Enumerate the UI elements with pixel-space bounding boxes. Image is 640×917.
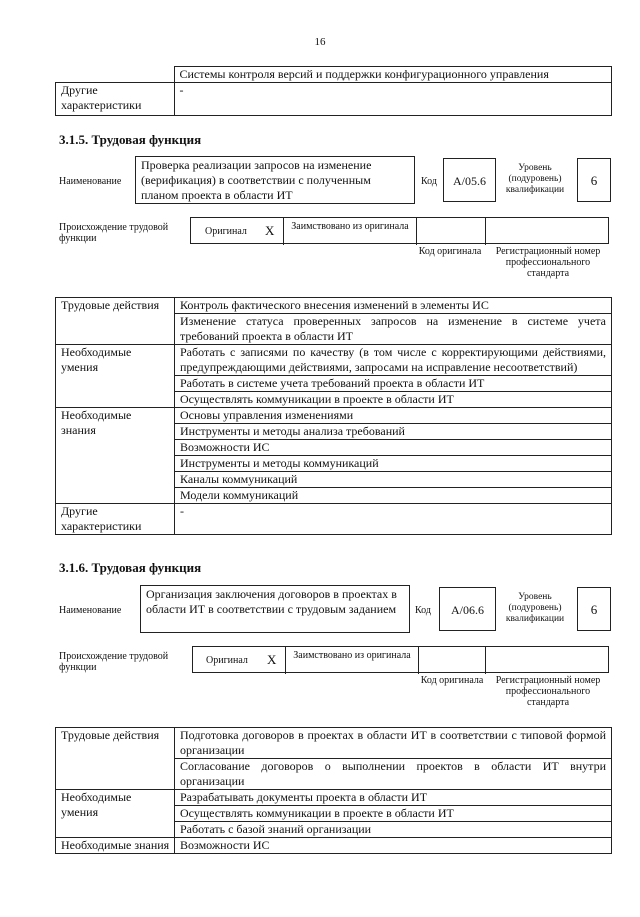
table-cell: Инструменты и методы коммуникаций	[175, 456, 612, 472]
borrowed-label: Заимствовано из оригинала	[293, 650, 411, 661]
table-row	[56, 83, 612, 116]
table-cell: Инструменты и методы анализа требований	[175, 424, 612, 440]
name-label: Наименование	[59, 176, 122, 187]
table-cell: Системы контроля версий и поддержки конфигурационного управления	[174, 67, 612, 83]
code-original-label: Код оригинала	[418, 246, 482, 257]
function-name: Проверка реализации запросов на изменение (верификация) в соответствии с полученным планом проекта в области ИТ	[135, 156, 415, 204]
labor-actions-label: Трудовые действия	[56, 728, 175, 790]
section-title: 3.1.6. Трудовая функция	[59, 560, 202, 575]
other-value: -	[175, 504, 612, 535]
table-cell: Согласование договоров о выполнении проектов в области ИТ внутри организации	[175, 759, 612, 790]
skills-label: Необходимые умения	[56, 345, 175, 408]
original-label: Оригинал	[206, 655, 248, 666]
page-number: 16	[314, 36, 326, 48]
table-cell: Осуществлять коммуникации в проекте в области ИТ	[175, 806, 612, 822]
original-mark: X	[267, 652, 277, 667]
table-row	[56, 504, 612, 535]
table-row	[56, 838, 612, 854]
reg-number-label: Регистрационный номер профессионального стандарта	[495, 246, 601, 279]
code-label: Код	[415, 605, 431, 616]
divider	[485, 218, 486, 245]
section-title: 3.1.5. Трудовая функция	[59, 132, 202, 147]
table-cell: Каналы коммуникаций	[175, 472, 612, 488]
table-cell: Подготовка договоров в проектах в области ИТ в соответствии с типовой формой организации	[175, 728, 612, 759]
function-name: Организация заключения договоров в проектах в области ИТ в соответствии с трудовым заданием	[140, 585, 410, 633]
table-cell: Возможности ИС	[175, 838, 612, 854]
table-cell: Осуществлять коммуникации в проекте в области ИТ	[175, 392, 612, 408]
origin-row	[192, 646, 609, 673]
function-details-table	[55, 297, 612, 535]
table-row	[56, 728, 612, 759]
original-label: Оригинал	[205, 226, 247, 237]
function-level: 6	[577, 587, 611, 631]
function-details-table	[55, 727, 612, 854]
level-label: Уровень (подуровень) квалификации	[505, 163, 565, 195]
top-continuation-table	[55, 66, 612, 116]
reg-number-label: Регистрационный номер профессионального стандарта	[495, 675, 601, 708]
table-row	[56, 408, 612, 424]
table-cell: Разрабатывать документы проекта в области ИТ	[175, 790, 612, 806]
knowledge-label: Необходимые знания	[56, 408, 175, 504]
level-label: Уровень (подуровень) квалификации	[505, 592, 565, 624]
code-original-label: Код оригинала	[420, 675, 484, 686]
other-value: -	[174, 83, 612, 116]
table-row	[56, 298, 612, 314]
table-cell: Контроль фактического внесения изменений в элементы ИС	[175, 298, 612, 314]
labor-actions-label: Трудовые действия	[56, 298, 175, 345]
function-code: A/06.6	[439, 587, 496, 631]
origin-label: Происхождение трудовой функции	[59, 222, 169, 244]
divider	[418, 647, 419, 674]
function-level: 6	[577, 158, 611, 202]
other-label: Другие характеристики	[56, 504, 175, 535]
divider	[285, 647, 286, 674]
divider	[416, 218, 417, 245]
table-cell: Работать с записями по качеству (в том числе с корректирующими действиями, предупреждающими действиями, запросами на исправление несоответствий)	[175, 345, 612, 376]
table-cell: Модели коммуникаций	[175, 488, 612, 504]
skills-label: Необходимые умения	[56, 790, 175, 838]
divider	[283, 218, 284, 245]
table-cell: Работать с базой знаний организации	[175, 822, 612, 838]
function-code: A/05.6	[443, 158, 496, 202]
other-label: Другие характеристики	[56, 83, 175, 116]
table-cell: Работать в системе учета требований проекта в области ИТ	[175, 376, 612, 392]
origin-row	[190, 217, 609, 244]
table-row	[56, 345, 612, 376]
divider	[485, 647, 486, 674]
knowledge-label: Необходимые знания	[56, 838, 175, 854]
name-label: Наименование	[59, 605, 122, 616]
table-row	[56, 67, 612, 83]
table-cell: Изменение статуса проверенных запросов на изменение в системе учета требований проекта в области ИТ	[175, 314, 612, 345]
code-label: Код	[421, 176, 437, 187]
table-row	[56, 790, 612, 806]
borrowed-label: Заимствовано из оригинала	[291, 221, 409, 232]
origin-label: Происхождение трудовой функции	[59, 651, 169, 673]
original-mark: X	[265, 223, 275, 238]
table-cell: Возможности ИС	[175, 440, 612, 456]
table-cell: Основы управления изменениями	[175, 408, 612, 424]
